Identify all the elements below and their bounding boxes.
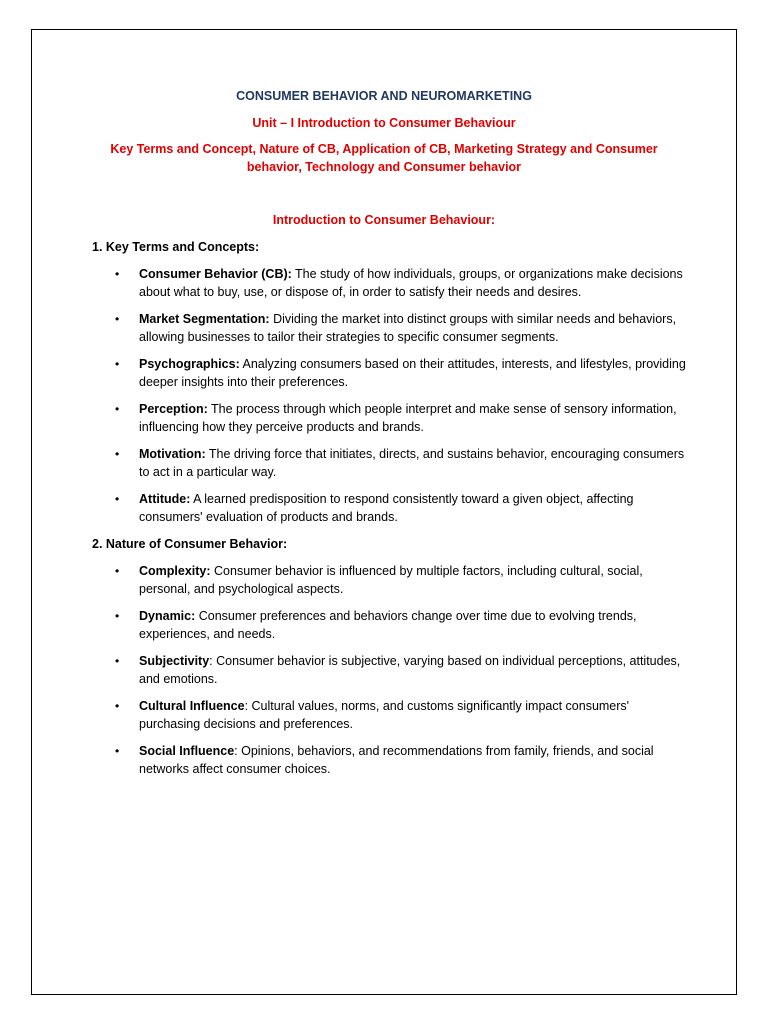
bullet-icon: • <box>115 447 120 461</box>
term-label: Social Influence <box>139 744 235 758</box>
unit-title: Unit – I Introduction to Consumer Behaviour <box>252 116 516 130</box>
bullet-icon: • <box>115 744 120 758</box>
list-item <box>31 445 737 481</box>
list-item <box>31 652 737 688</box>
list-item <box>31 355 737 391</box>
bullet-icon: • <box>115 312 120 326</box>
term-label: Subjectivity <box>139 654 210 668</box>
term-label: Psychographics: <box>139 357 240 371</box>
list-item <box>31 265 737 301</box>
term-description: Consumer preferences and behaviors change over time due to evolving trends, experiences, and needs. <box>139 609 637 641</box>
section-heading-key-terms: 1. Key Terms and Concepts: <box>92 240 260 254</box>
term-description: : Cultural values, norms, and customs significantly impact consumers' purchasing decisions and preferences. <box>139 699 630 731</box>
bullet-icon: • <box>115 654 120 668</box>
intro-heading: Introduction to Consumer Behaviour: <box>272 213 496 227</box>
list-item <box>31 562 737 598</box>
term-description: Analyzing consumers based on their attitudes, interests, and lifestyles, providing deeper insights into their preferences. <box>139 357 686 389</box>
term-label: Attitude: <box>139 492 191 506</box>
section-heading-nature: 2. Nature of Consumer Behavior: <box>92 537 288 551</box>
term-description: Consumer behavior is influenced by multiple factors, including cultural, social, personal, and psychological aspects. <box>139 564 643 596</box>
term-label: Complexity: <box>139 564 211 578</box>
term-label: Cultural Influence <box>139 699 245 713</box>
term-description: The study of how individuals, groups, or organizations make decisions about what to buy, use, or dispose of, in order to satisfy their needs and desires. <box>139 267 683 299</box>
term-description: The process through which people interpret and make sense of sensory information, influencing how they perceive products and brands. <box>139 402 677 434</box>
key-terms-list <box>31 265 737 526</box>
document-title: CONSUMER BEHAVIOR AND NEUROMARKETING <box>236 89 532 103</box>
list-item <box>31 490 737 526</box>
term-label: Motivation: <box>139 447 206 461</box>
term-description: Dividing the market into distinct groups with similar needs and behaviors, allowing businesses to tailor their strategies to specific consumer segments. <box>139 312 677 344</box>
term-description: : Opinions, behaviors, and recommendations from family, friends, and social networks affect consumer choices. <box>139 744 654 776</box>
term-description: A learned predisposition to respond consistently toward a given object, affecting consumers' evaluation of products and brands. <box>139 492 634 524</box>
list-item <box>31 310 737 346</box>
unit-subtitle: Key Terms and Concept, Nature of CB, Application of CB, Marketing Strategy and Consumer behavior, Technology and Consumer behavior <box>110 142 658 174</box>
term-label: Market Segmentation: <box>139 312 270 326</box>
term-label: Perception: <box>139 402 208 416</box>
bullet-icon: • <box>115 357 120 371</box>
list-item <box>31 400 737 436</box>
term-label: Dynamic: <box>139 609 196 623</box>
term-label: Consumer Behavior (CB): <box>139 267 292 281</box>
bullet-icon: • <box>115 609 120 623</box>
bullet-icon: • <box>115 402 120 416</box>
document-page <box>31 29 737 787</box>
bullet-icon: • <box>115 699 120 713</box>
bullet-icon: • <box>115 492 120 506</box>
bullet-icon: • <box>115 267 120 281</box>
term-description: The driving force that initiates, directs, and sustains behavior, encouraging consumers to act in a particular way. <box>139 447 685 479</box>
bullet-icon: • <box>115 564 120 578</box>
term-description: : Consumer behavior is subjective, varying based on individual perceptions, attitudes, and emotions. <box>139 654 681 686</box>
list-item <box>31 742 737 778</box>
list-item <box>31 607 737 643</box>
nature-list <box>31 562 737 778</box>
list-item <box>31 697 737 733</box>
